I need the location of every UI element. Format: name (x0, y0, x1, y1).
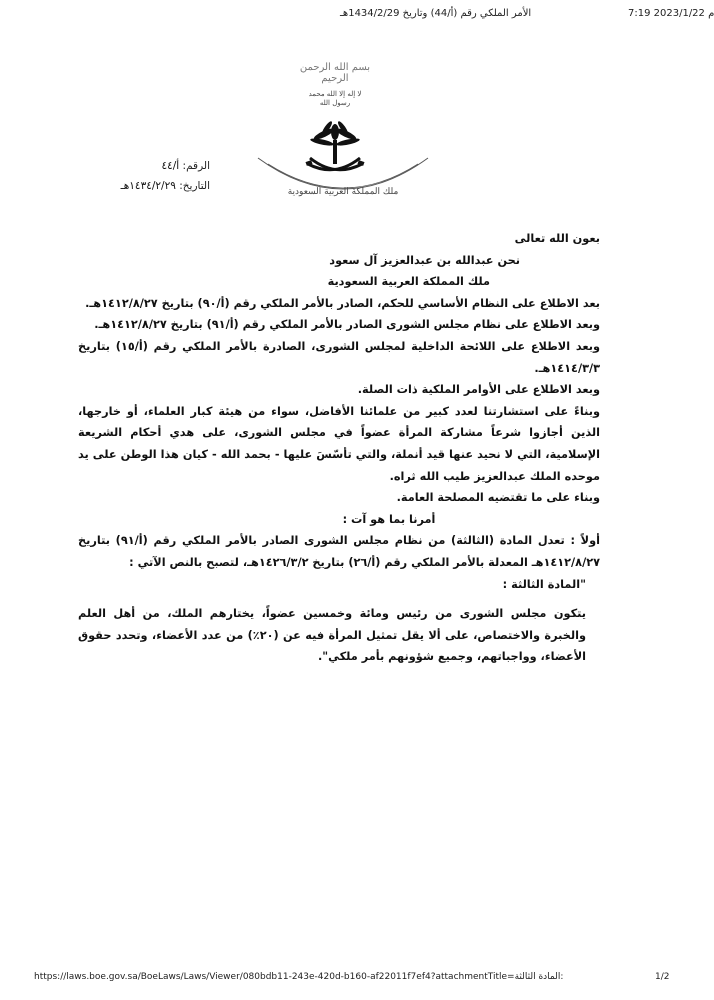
seal-banner (248, 150, 438, 210)
reference-date-value: ١٤٣٤/٢/٢٩هـ (120, 180, 176, 192)
invocation: بعون الله تعالى (514, 232, 600, 245)
print-timestamp: 7:19 2023/1/22 م (628, 8, 714, 19)
king-name: نحن عبدالله بن عبدالعزيز آل سعود (329, 253, 520, 267)
print-document-title: الأمر الملكي رقم (أ/44) وتاريخ 1434/2/29هـ (340, 8, 532, 19)
reference-number-label: الرقم: (182, 160, 210, 172)
reference-number (70, 156, 210, 176)
preamble-1: بعد الاطلاع على النظام الأساسي للحكم، الصادر بالأمر الملكي رقم (أ/٩٠) بتاريخ ١٤١٢/٨/٢٧هـ. (85, 296, 600, 310)
basmala: بسم الله الرحمن الرحيم (299, 62, 371, 84)
order-heading: أمرنا بما هو آت : (342, 512, 436, 526)
seal-text: ملك المملكة العربية السعودية (287, 187, 399, 197)
print-header (0, 8, 714, 24)
preamble-2: وبعد الاطلاع على نظام مجلس الشورى الصادر بالأمر الملكي رقم (أ/٩١) بتاريخ ١٤١٢/٨/٢٧هـ. (94, 318, 600, 332)
shahada-calligraphy: لا إله إلا الله محمد رسول الله (308, 90, 362, 107)
source-url-link[interactable]: https://laws.boe.gov.sa/BoeLaws/Laws/Viewer/080bdb11-243e-420d-b160-af22011f7ef4?attachmentTitle=المادة الثالثة: (34, 972, 564, 982)
preamble-3: وبعد الاطلاع على اللائحة الداخلية لمجلس الشورى، الصادرة بالأمر الملكي رقم (أ/١٥) بتاريخ ١٤١٤/٣/٣هـ. (78, 339, 601, 375)
page-number: 1/2 (655, 972, 670, 982)
article-one: أولاً : تعدل المادة (الثالثة) من نظام مجلس الشورى الصادر بالأمر الملكي رقم (أ/٩١) بتاريخ ١٤١٢/٨/٢٧هـ المعدلة بالأمر الملكي رقم (أ/٢٦) بتاريخ ١٤٢٦/٣/٢هـ، لتصبح بالنص الآتي : (78, 534, 600, 569)
print-footer (0, 972, 700, 988)
article-text: يتكون مجلس الشورى من رئيس ومائة وخمسين عضواً، يختارهم الملك، من أهل العلم والخبرة والاختصاص، على ألا يقل تمثيل المرأة فيه عن (٢٠٪) من عدد الأعضاء، وتحدد حقوق الأعضاء، وواجباتهم، وجميع شؤونهم بأمر ملكي". (78, 607, 586, 664)
article-heading: "المادة الثالثة : (502, 577, 586, 591)
king-title: ملك المملكة العربية السعودية (327, 275, 490, 289)
reference-date-label: التاريخ: (179, 180, 210, 192)
preamble-5: وبناءً على استشارتنا لعدد كبير من علمائنا الأفاضل، سواء من هيئة كبار العلماء، أو خارجها، الذين أجازوا شرعاً مشاركة المرأة عضواً في مجلس الشورى، على هدي أحكام الشريعة الإسلامية، التي لا نحيد عنها قيد أنملة، والتي تأسّسَ عليها - بحمد الله - كيان هذا الوطن على يد موحده الملك عبدالعزيز طيب الله ثراه. (78, 404, 600, 483)
reference-date (70, 176, 210, 196)
reference-number-value: أ/٤٤ (161, 160, 180, 172)
decree-body (78, 228, 600, 668)
reference-block (70, 156, 210, 196)
preamble-6: وبناء على ما تقتضيه المصلحة العامة. (396, 491, 600, 505)
preamble-4: وبعد الاطلاع على الأوامر الملكية ذات الصلة. (357, 383, 600, 397)
